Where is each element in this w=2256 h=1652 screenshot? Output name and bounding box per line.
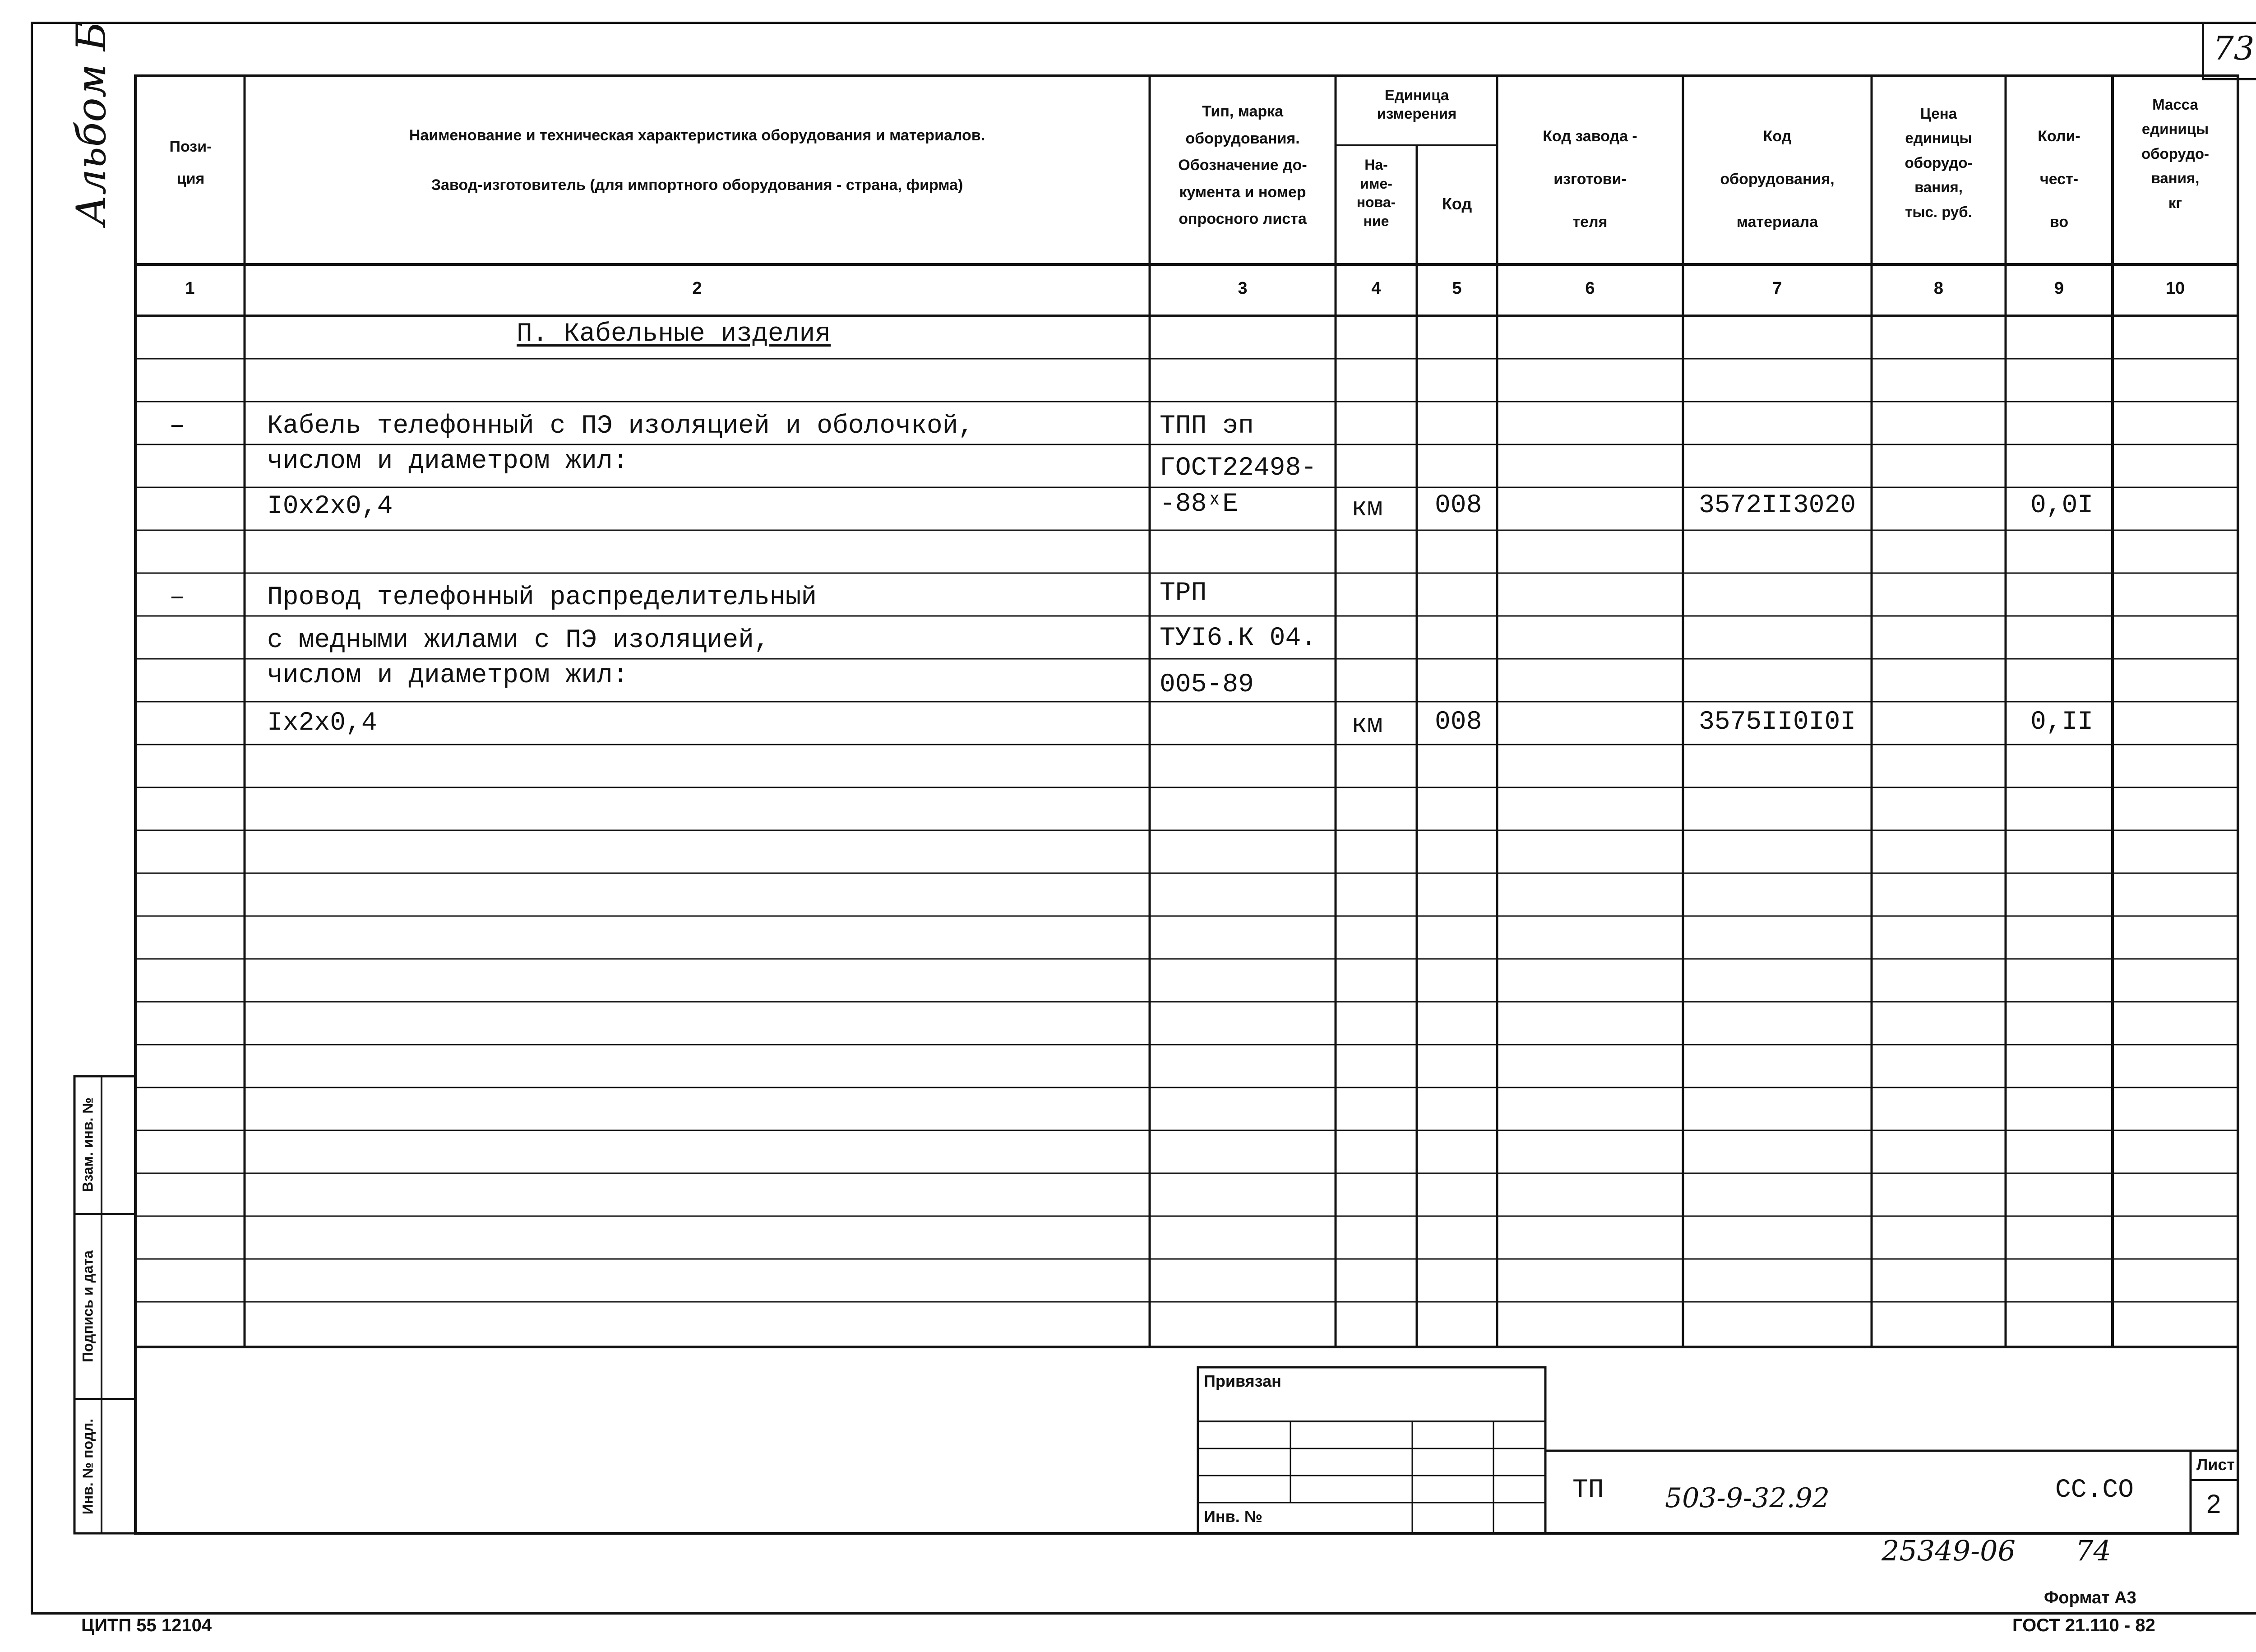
row7-unit: км — [1351, 711, 1383, 740]
side-stamp-inv-podl: Инв. № подл. — [79, 1418, 96, 1515]
header-col6: Код завода - изготови- теля — [1543, 128, 1637, 231]
colnum-5: 5 — [1452, 279, 1462, 298]
row3-name: I0x2x0,4 — [267, 492, 393, 521]
colnum-8: 8 — [1933, 279, 1944, 298]
stamp-privyazan: Привязан — [1204, 1372, 1281, 1390]
row4-type: ТРП — [1160, 578, 1207, 608]
header-col2-line2: Завод-изготовитель (для импортного оборудования - страна, фирма) — [431, 176, 963, 194]
side-stamp-podpis: Подпись и дата — [79, 1250, 96, 1362]
row5-name: с медными жилами с ПЭ изоляцией, — [267, 626, 770, 655]
colnum-1: 1 — [185, 279, 195, 298]
colnum-2: 2 — [692, 279, 702, 298]
row4-pos: – — [169, 583, 185, 612]
row3-qty: 0,0I — [2030, 491, 2094, 520]
tsitp-label: ЦИТП 55 12104 — [81, 1615, 212, 1635]
row1-pos: – — [169, 412, 185, 441]
header-col2-line1: Наименование и техническая характеристика оборудования и материалов. — [409, 127, 985, 144]
row3-code: 008 — [1435, 491, 1482, 520]
row7-qty: 0,II — [2030, 708, 2094, 737]
row1-name: Кабель телефонный с ПЭ изоляцией и оболочкой, — [267, 412, 974, 441]
page-number: 73 — [2213, 29, 2255, 67]
header-col5: Код — [1442, 194, 1472, 213]
stamp-inv-no: Инв. № — [1204, 1507, 1262, 1526]
format-label: Формат А3 — [2044, 1588, 2136, 1607]
section-title: П. Кабельные изделия — [517, 319, 831, 349]
header-col10: Масса единицы оборудо- вания, кг — [2141, 96, 2210, 211]
row7-code: 008 — [1435, 708, 1482, 737]
row5-type: ТУI6.К 04. — [1160, 624, 1317, 653]
colnum-7: 7 — [1772, 279, 1782, 298]
header-col1: Пози- ция — [169, 138, 212, 188]
row3-type: -88ˣЕ — [1160, 490, 1239, 519]
row1-type: ТПП эп — [1160, 412, 1254, 441]
row4-name: Провод телефонный распределительный — [267, 583, 817, 612]
colnum-6: 6 — [1585, 279, 1595, 298]
side-stamp-vzam: Взам. инв. № — [79, 1097, 96, 1192]
row7-name: Iх2х0,4 — [267, 708, 377, 738]
bottom-handwritten: 25349-06 — [1882, 1534, 2016, 1567]
album-label: Альбом Б — [68, 21, 115, 226]
colnum-10: 10 — [2165, 279, 2185, 298]
header-col9: Коли- чест- во — [2038, 128, 2080, 231]
stamp-tp: ТП — [1572, 1476, 1604, 1505]
header-col8: Цена единицы оборудо- вания, тыс. руб. — [1905, 105, 1973, 220]
colnum-4: 4 — [1371, 279, 1381, 298]
header-col4: На- име- нова- ние — [1356, 157, 1396, 229]
header-col7: Код оборудования, материала — [1720, 128, 1835, 231]
gost-label: ГОСТ 21.110 - 82 — [2012, 1615, 2155, 1635]
row2-name: числом и диаметром жил: — [267, 447, 629, 476]
row2-type: ГОСТ22498- — [1160, 453, 1317, 483]
header-unit-group: Единица измерения — [1377, 87, 1457, 122]
row3-mat: 3572II3020 — [1699, 491, 1856, 520]
stamp-list-value: 2 — [2206, 1490, 2221, 1519]
stamp-list-label: Лист — [2196, 1455, 2235, 1474]
stamp-mark: СС.СО — [2055, 1476, 2134, 1505]
row6-name: числом и диаметром жил: — [267, 661, 629, 690]
header-col3: Тип, марка оборудования. Обозначение до- кумента и номер опросного листа — [1178, 103, 1307, 227]
row6-type: 005-89 — [1160, 670, 1254, 699]
colnum-9: 9 — [2054, 279, 2064, 298]
row3-unit: км — [1351, 494, 1383, 523]
bottom-handwritten-2: 74 — [2076, 1534, 2111, 1567]
row7-mat: 3575II0I0I — [1699, 708, 1856, 737]
colnum-3: 3 — [1238, 279, 1248, 298]
stamp-doc-number: 503-9-32.92 — [1665, 1482, 1830, 1514]
